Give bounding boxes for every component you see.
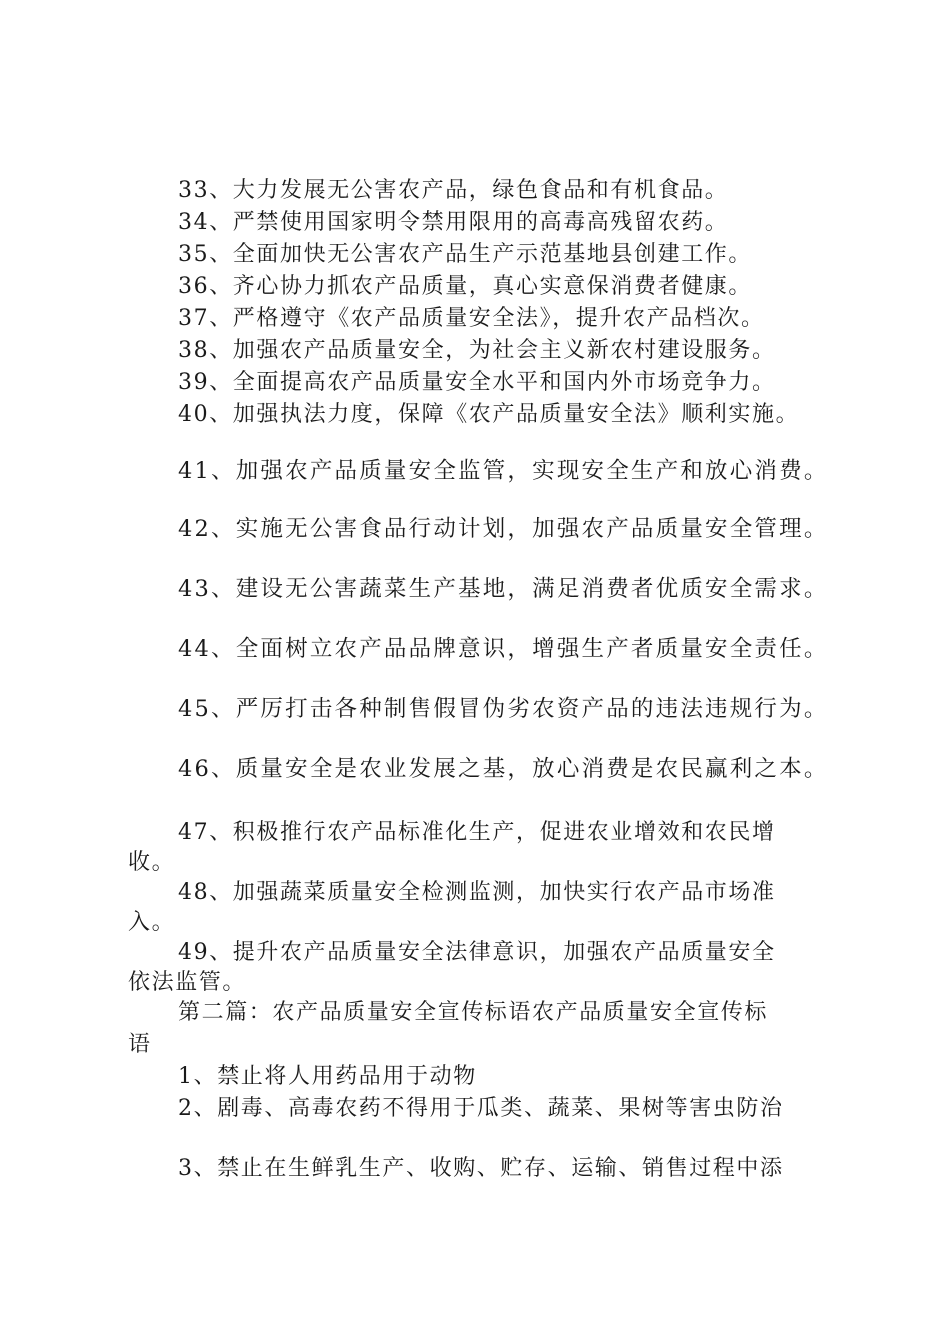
slogan-47: 47、积极推行农产品标准化生产，促进农业增效和农民增 — [178, 820, 776, 845]
section-2-item-1: 1、禁止将人用药品用于动物 — [178, 1064, 477, 1089]
slogan-45: 45、严厉打击各种制售假冒伪劣农资产品的违法违规行为。 — [178, 696, 829, 722]
section-2-item-2: 2、剧毒、高毒农药不得用于瓜类、蔬菜、果树等害虫防治 — [178, 1096, 784, 1121]
slogan-42: 42、实施无公害食品行动计划，加强农产品质量安全管理。 — [178, 516, 829, 542]
section-2-heading-cont: 语 — [128, 1032, 152, 1057]
slogan-48-cont: 入。 — [128, 910, 176, 935]
slogan-48: 48、加强蔬菜质量安全检测监测，加快实行农产品市场准 — [178, 880, 776, 905]
slogan-49-cont: 依法监管。 — [128, 970, 247, 995]
slogan-41: 41、加强农产品质量安全监管，实现安全生产和放心消费。 — [178, 458, 829, 484]
slogan-38: 38、加强农产品质量安全，为社会主义新农村建设服务。 — [178, 338, 776, 363]
slogan-44: 44、全面树立农产品品牌意识，增强生产者质量安全责任。 — [178, 636, 829, 662]
slogan-40: 40、加强执法力度，保障《农产品质量安全法》顺利实施。 — [178, 402, 800, 427]
slogan-37: 37、严格遵守《农产品质量安全法》，提升农产品档次。 — [178, 306, 765, 331]
slogan-34: 34、严禁使用国家明令禁用限用的高毒高残留农药。 — [178, 210, 729, 235]
slogan-33: 33、大力发展无公害农产品，绿色食品和有机食品。 — [178, 178, 729, 203]
slogan-47-cont: 收。 — [128, 850, 176, 875]
slogan-36: 36、齐心协力抓农产品质量，真心实意保消费者健康。 — [178, 274, 752, 299]
slogan-43: 43、建设无公害蔬菜生产基地，满足消费者优质安全需求。 — [178, 576, 829, 602]
section-2-item-3: 3、禁止在生鲜乳生产、收购、贮存、运输、销售过程中添 — [178, 1156, 784, 1181]
slogan-39: 39、全面提高农产品质量安全水平和国内外市场竞争力。 — [178, 370, 776, 395]
slogan-46: 46、质量安全是农业发展之基，放心消费是农民赢利之本。 — [178, 756, 829, 782]
section-2-heading: 第二篇：农产品质量安全宣传标语农产品质量安全宣传标 — [178, 1000, 769, 1025]
slogan-49: 49、提升农产品质量安全法律意识，加强农产品质量安全 — [178, 940, 776, 965]
slogan-35: 35、全面加快无公害农产品生产示范基地县创建工作。 — [178, 242, 752, 267]
